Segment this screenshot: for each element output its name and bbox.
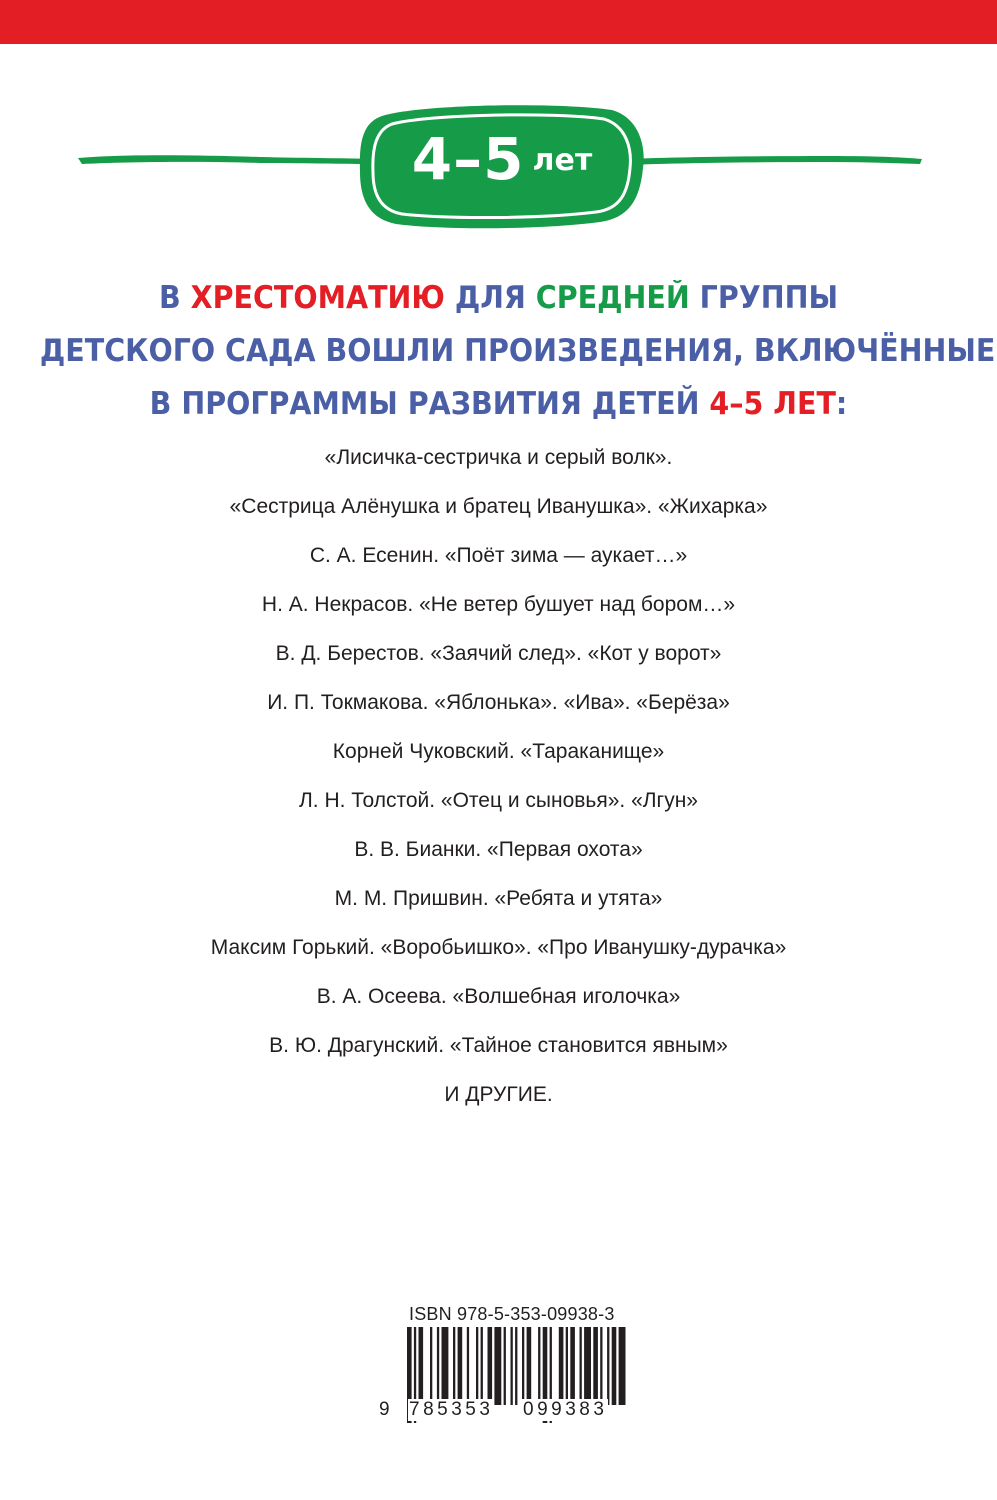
barcode-bar: [504, 1327, 506, 1405]
headline-highlight-green: СРЕДНЕЙ: [535, 280, 690, 316]
barcode-bar: [476, 1327, 478, 1405]
barcode-bar: [430, 1327, 432, 1405]
work-item: «Лисичка-сестричка и серый волк».: [324, 446, 673, 469]
work-item: И. П. Токмакова. «Яблонька». «Ива». «Берёза»: [267, 691, 730, 714]
headline-line-3: [40, 378, 957, 431]
work-item: М. М. Пришвин. «Ребята и утята»: [334, 887, 663, 910]
barcode-bar: [458, 1327, 463, 1405]
work-item: В. Д. Берестов. «Заячий след». «Кот у ворот»: [275, 642, 722, 665]
barcode-bar: [607, 1327, 609, 1405]
work-item: В. А. Осеева. «Волшебная иголочка»: [316, 985, 681, 1008]
barcode-bar: [494, 1327, 501, 1405]
headline-text: ГРУППЫ: [689, 280, 839, 316]
barcode-bar: [511, 1327, 513, 1405]
headline-text: :: [835, 386, 848, 422]
headline-text: В: [158, 280, 191, 316]
barcode-bar: [566, 1327, 568, 1405]
barcode-bar: [437, 1327, 439, 1405]
barcode-bar: [442, 1327, 449, 1405]
barcode-bar: [580, 1327, 582, 1405]
work-item-and-others: И ДРУГИЕ.: [444, 1083, 553, 1106]
work-item: В. В. Бианки. «Первая охота»: [354, 838, 643, 861]
left-brush-stroke: [78, 155, 372, 164]
barcode-bar: [619, 1327, 626, 1405]
badge-label: [371, 109, 633, 209]
headline-line-2: ДЕТСКОГО САДА ВОШЛИ ПРОИЗВЕДЕНИЯ, ВКЛЮЧЁННЫЕ: [39, 333, 996, 369]
barcode-bar: [467, 1327, 469, 1405]
barcode-bar: [593, 1327, 598, 1405]
headline-highlight-red: 4–5 ЛЕТ: [709, 386, 836, 422]
barcode-bar: [600, 1327, 602, 1405]
work-item: Л. Н. Толстой. «Отец и сыновья». «Лгун»: [299, 789, 698, 812]
badge-age-word: лет: [532, 143, 593, 178]
barcode-bar: [584, 1327, 591, 1405]
headline: [39, 272, 996, 431]
headline-text: ДЛЯ: [444, 280, 536, 316]
work-item: Корней Чуковский. «Тараканище»: [332, 740, 665, 763]
right-brush-stroke: [628, 156, 922, 165]
work-item: «Сестрица Алёнушка и братец Иванушка». «Жихарка»: [229, 495, 768, 518]
barcode-bar: [570, 1327, 575, 1405]
barcode-bar: [481, 1327, 483, 1405]
barcode-bar: [612, 1327, 617, 1405]
barcode-bar: [419, 1327, 424, 1405]
barcode-digit-first: 9: [379, 1399, 390, 1420]
barcode-bar: [453, 1327, 455, 1405]
barcode-digits-left: 785353: [409, 1399, 494, 1420]
barcode-bar: [538, 1327, 540, 1405]
work-item: Максим Горький. «Воробьишко». «Про Иванушку-дурачка»: [210, 936, 787, 959]
headline-line-1: [40, 272, 957, 325]
barcode-bar: [488, 1327, 493, 1405]
isbn-label: ISBN 978-5-353-09938-3: [409, 1304, 615, 1324]
barcode-bar: [515, 1327, 517, 1405]
top-red-band: [0, 0, 997, 44]
barcode-bar: [522, 1327, 524, 1405]
age-badge-area: [0, 88, 997, 238]
barcode-digits-right: 099383: [523, 1399, 608, 1420]
barcode-bar: [527, 1327, 532, 1405]
work-item: С. А. Есенин. «Поёт зима — аукает…»: [309, 544, 688, 567]
headline-highlight-red: ХРЕСТОМАТИЮ: [190, 280, 445, 316]
barcode-bar: [559, 1327, 564, 1405]
badge-age-number: 4–5: [411, 125, 525, 193]
works-list: [0, 433, 997, 1119]
work-item: Н. А. Некрасов. «Не ветер бушует над бором…»: [261, 593, 736, 616]
headline-text: В ПРОГРАММЫ РАЗВИТИЯ ДЕТЕЙ: [149, 386, 710, 422]
work-item: В. Ю. Драгунский. «Тайное становится явным»: [269, 1034, 728, 1057]
